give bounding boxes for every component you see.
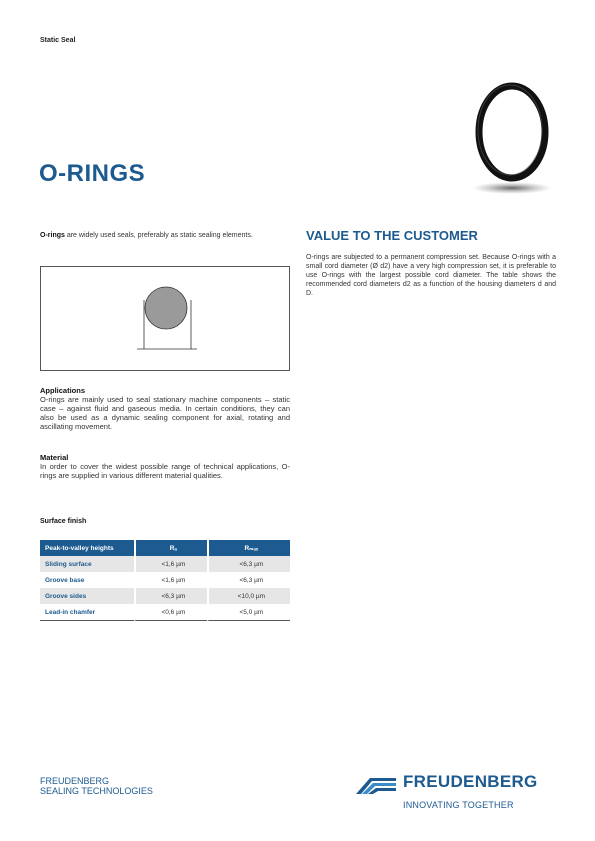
brand-name: FREUDENBERG	[403, 772, 538, 791]
table-cell: Lead-in chamfer	[40, 604, 134, 621]
oring-photo	[470, 82, 554, 198]
table-cell: Groove base	[45, 576, 85, 584]
table-cell: <5,0 µm	[207, 604, 290, 621]
section-label: Static Seal	[40, 37, 76, 44]
applications-section	[40, 386, 290, 431]
applications-heading: Applications	[40, 386, 86, 395]
freudenberg-logo-icon	[356, 774, 398, 796]
table-row	[40, 604, 290, 621]
footer-company-line2: SEALING TECHNOLOGIES	[40, 786, 153, 796]
material-heading: Material	[40, 453, 69, 462]
cross-section-drawing	[41, 267, 291, 372]
footer-company-line1: FREUDENBERG	[40, 776, 110, 786]
applications-body: O-rings are mainly used to seal stationary machine components – static case – against fluid and gaseous media. In certain conditions, they can also be used as a dynamic sealing component for axial, rotating and ascillating movement.	[40, 395, 290, 431]
brand-tagline: INNOVATING TOGETHER	[403, 800, 514, 810]
intro-bold: O-rings	[40, 232, 65, 239]
table-header-cell: Rₘₐₓ	[207, 540, 290, 556]
table-header-cell: Rₐ	[134, 540, 207, 556]
customer-value-heading: VALUE TO THE CUSTOMER	[306, 228, 478, 243]
table-row	[40, 588, 290, 604]
intro-text	[40, 232, 290, 239]
table-cell: Sliding surface	[40, 556, 134, 572]
page-title: O-RINGS	[39, 160, 146, 187]
table-cell: <0,6 µm	[134, 604, 207, 621]
table-cell: <1,6 µm	[134, 556, 207, 572]
table-cell: <10,0 µm	[207, 588, 290, 604]
footer-company	[40, 776, 153, 796]
intro-rest: are widely used seals, preferably as static sealing elements.	[64, 232, 253, 239]
customer-value-body: O-rings are subjected to a permanent compression set. Because O-rings with a small cord diameter (Ø d2) have a very high compression set, it is preferable to use O-rings with the largest possible cord diameter. The table shows the recommended cord diameters d2 as a function of the housing diameters d and D.	[306, 254, 556, 297]
table-row	[40, 572, 290, 588]
material-section	[40, 453, 290, 480]
table-cell: <6,3 µm	[207, 572, 290, 588]
table-cell: <6,3 µm	[207, 556, 290, 572]
table-cell: Groove sides	[40, 588, 134, 604]
surface-finish-heading: Surface finish	[40, 518, 87, 525]
oring-cross-section-diagram	[40, 266, 290, 371]
surface-finish-table	[40, 540, 290, 621]
table-header-row	[40, 540, 290, 556]
table-cell: <1,6 µm	[134, 572, 207, 588]
table-header-cell: Peak-to-valley heights	[40, 540, 134, 556]
material-body: In order to cover the widest possible range of technical applications, O-rings are supplied in various different material qualities.	[40, 462, 290, 480]
table-cell: <6,3 µm	[134, 588, 207, 604]
table-row	[40, 556, 290, 572]
